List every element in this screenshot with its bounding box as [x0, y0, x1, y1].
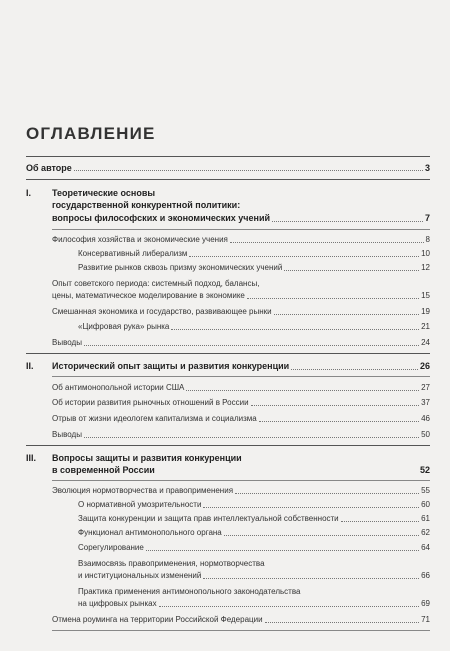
dot-leader: [157, 473, 418, 474]
dot-leader: [259, 421, 419, 422]
toc-entry[interactable]: «Цифровая рука» рынка 21: [78, 322, 430, 331]
toc-entry[interactable]: Сорегулирование 64: [78, 543, 430, 552]
dot-leader: [284, 270, 419, 271]
section-title-line: государственной конкурентной политики:: [52, 200, 241, 210]
toc-entry-line: Практика применения антимонопольного законодательства: [78, 587, 301, 596]
section-number: III.: [26, 453, 37, 463]
toc-entry[interactable]: Выводы 24: [52, 338, 430, 347]
dot-leader: [84, 437, 419, 438]
divider: [26, 179, 430, 180]
dot-leader: [272, 221, 423, 222]
toc-entry[interactable]: на цифровых рынках 69: [78, 599, 430, 608]
toc-entry[interactable]: О нормативной умозрительности 60: [78, 500, 430, 509]
toc-entry[interactable]: Смешанная экономика и государство, развивающее рынки 19: [52, 307, 430, 316]
dot-leader: [341, 521, 419, 522]
dot-leader: [265, 622, 420, 623]
dot-leader: [247, 298, 419, 299]
dot-leader: [251, 405, 420, 406]
toc-entry[interactable]: цены, математическое моделирование в экономике 15: [52, 291, 430, 300]
toc-entry[interactable]: Об истории развития рыночных отношений в России 37: [52, 398, 430, 407]
divider: [26, 156, 430, 157]
dot-leader: [159, 606, 420, 607]
dot-leader: [146, 550, 419, 551]
toc-entry[interactable]: Отрыв от жизни идеологем капитализма и социализма 46: [52, 414, 430, 423]
toc-entry[interactable]: Эволюция нормотворчества и правоприменения 55: [52, 486, 430, 495]
dot-leader: [74, 170, 423, 171]
dot-leader: [203, 578, 419, 579]
divider: [26, 353, 430, 354]
section-title-line: Теоретические основы: [52, 188, 156, 198]
divider: [52, 630, 430, 631]
section-title-line: Вопросы защиты и развития конкуренции: [52, 453, 242, 463]
toc-entry[interactable]: Консервативный либерализм 10: [78, 249, 430, 258]
toc-entry[interactable]: Отмена роуминга на территории Российской Федерации 71: [52, 615, 430, 624]
dot-leader: [274, 314, 419, 315]
toc-entry[interactable]: Выводы 50: [52, 430, 430, 439]
divider: [52, 376, 430, 377]
dot-leader: [230, 242, 424, 243]
toc-entry-line: Опыт советского периода: системный подход, балансы,: [52, 279, 260, 288]
toc-entry[interactable]: Об антимонопольной истории США 27: [52, 383, 430, 392]
divider: [52, 480, 430, 481]
toc-entry[interactable]: Защита конкуренции и защита прав интеллектуальной собственности 61: [78, 514, 430, 523]
dot-leader: [203, 507, 419, 508]
toc-section-2[interactable]: Исторический опыт защиты и развития конкуренции 26: [52, 361, 430, 371]
toc-entry-line: Взаимосвязь правоприменения, нормотворчества: [78, 559, 265, 568]
toc-entry[interactable]: Развитие рынков сквозь призму экономических учений 12: [78, 263, 430, 272]
toc-entry[interactable]: и институциональных изменений 66: [78, 571, 430, 580]
toc-section-1[interactable]: вопросы философских и экономических учений 7: [52, 213, 430, 223]
dot-leader: [224, 535, 419, 536]
section-number: II.: [26, 361, 34, 371]
divider: [52, 229, 430, 230]
section-number: I.: [26, 188, 32, 198]
divider: [26, 445, 430, 446]
toc-heading: ОГЛАВЛЕНИЕ: [26, 124, 156, 143]
dot-leader: [291, 369, 418, 370]
dot-leader: [186, 390, 419, 391]
toc-entry-about[interactable]: Об авторе 3: [26, 163, 430, 173]
dot-leader: [84, 345, 419, 346]
dot-leader: [171, 329, 419, 330]
toc-entry[interactable]: Философия хозяйства и экономические учения 8: [52, 235, 430, 244]
dot-leader: [189, 256, 419, 257]
dot-leader: [235, 493, 419, 494]
toc-section-3[interactable]: в современной России 52: [52, 465, 430, 475]
toc-entry[interactable]: Функционал антимонопольного органа 62: [78, 528, 430, 537]
